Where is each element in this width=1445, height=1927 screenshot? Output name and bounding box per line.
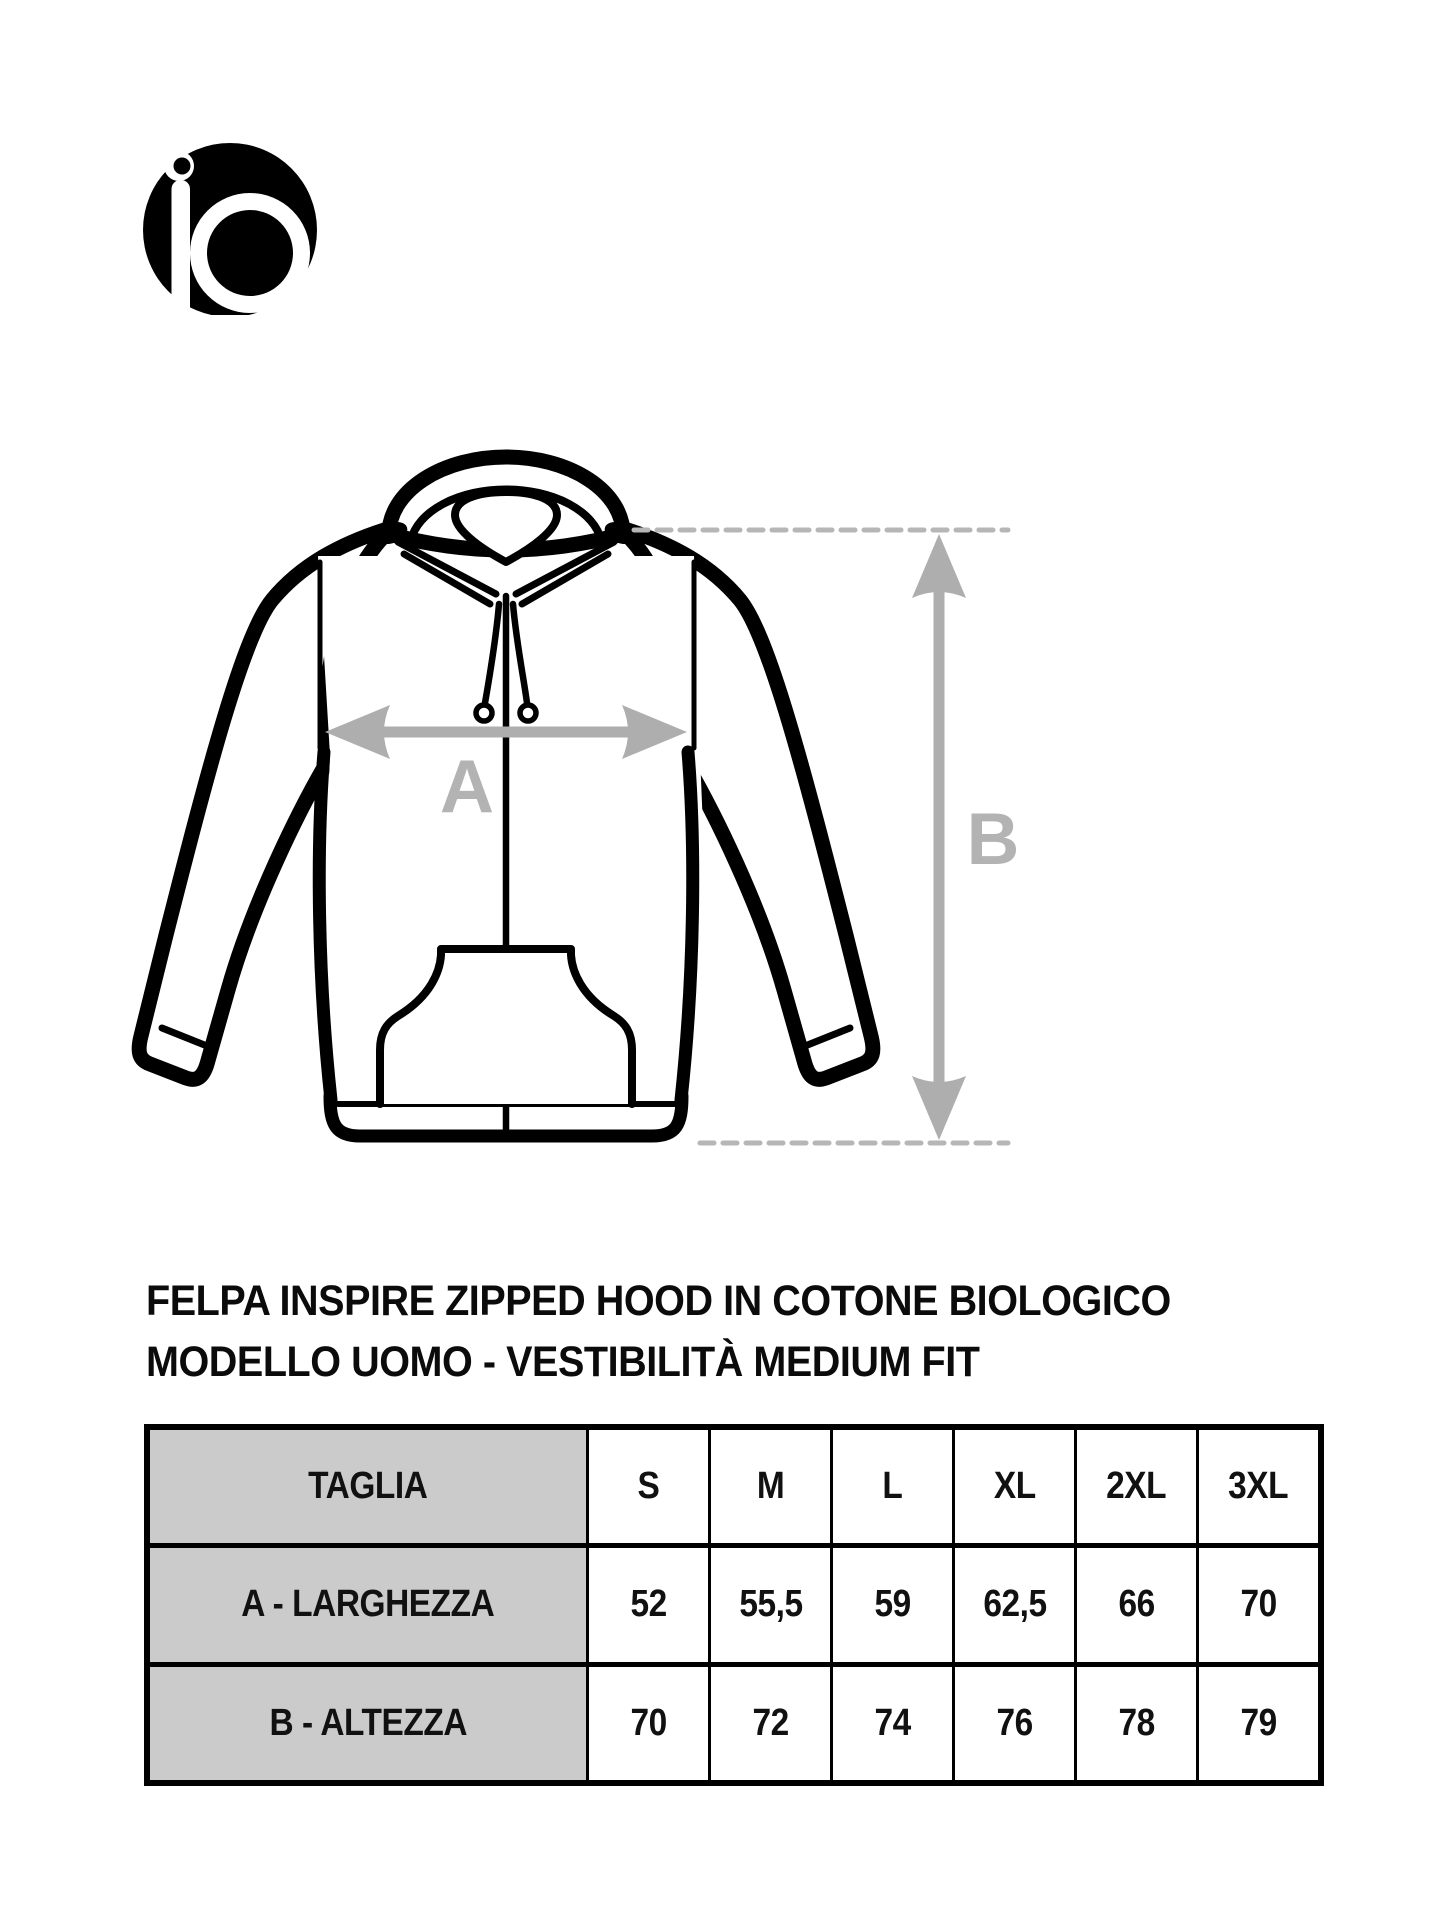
table-header-size-m: M	[711, 1430, 830, 1543]
product-title	[146, 1271, 1346, 1393]
altezza-m: 72	[711, 1667, 830, 1780]
larghezza-xl: 62,5	[955, 1548, 1074, 1661]
altezza-3xl: 79	[1199, 1667, 1318, 1780]
measure-label-a: A	[439, 744, 495, 828]
larghezza-m: 55,5	[711, 1548, 830, 1661]
ib-brand-logo-icon	[140, 135, 320, 315]
larghezza-2xl: 66	[1077, 1548, 1196, 1661]
row-label-larghezza: A - LARGHEZZA	[150, 1548, 586, 1661]
product-title-line1: FELPA INSPIRE ZIPPED HOOD IN COTONE BIOLOGICO	[146, 1277, 1171, 1325]
right-aglet	[520, 705, 536, 721]
table-header-size-s: S	[589, 1430, 708, 1543]
table-header-taglia: TAGLIA	[150, 1430, 586, 1543]
table-header-size-xl: XL	[955, 1430, 1074, 1543]
row-label-altezza: B - ALTEZZA	[150, 1667, 586, 1780]
hoodie-diagram	[90, 440, 1030, 1160]
size-table	[144, 1424, 1324, 1786]
table-header-size-2xl: 2XL	[1077, 1430, 1196, 1543]
larghezza-l: 59	[833, 1548, 952, 1661]
altezza-xl: 76	[955, 1667, 1074, 1780]
altezza-l: 74	[833, 1667, 952, 1780]
height-arrow	[912, 534, 966, 1140]
altezza-2xl: 78	[1077, 1667, 1196, 1780]
altezza-s: 70	[589, 1667, 708, 1780]
table-header-size-3xl: 3XL	[1199, 1430, 1318, 1543]
product-title-line2: MODELLO UOMO - VESTIBILITÀ MEDIUM FIT	[146, 1338, 980, 1386]
larghezza-s: 52	[589, 1548, 708, 1661]
measure-label-b: B	[966, 799, 1020, 880]
larghezza-3xl: 70	[1199, 1548, 1318, 1661]
table-header-size-l: L	[833, 1430, 952, 1543]
left-aglet	[476, 705, 492, 721]
